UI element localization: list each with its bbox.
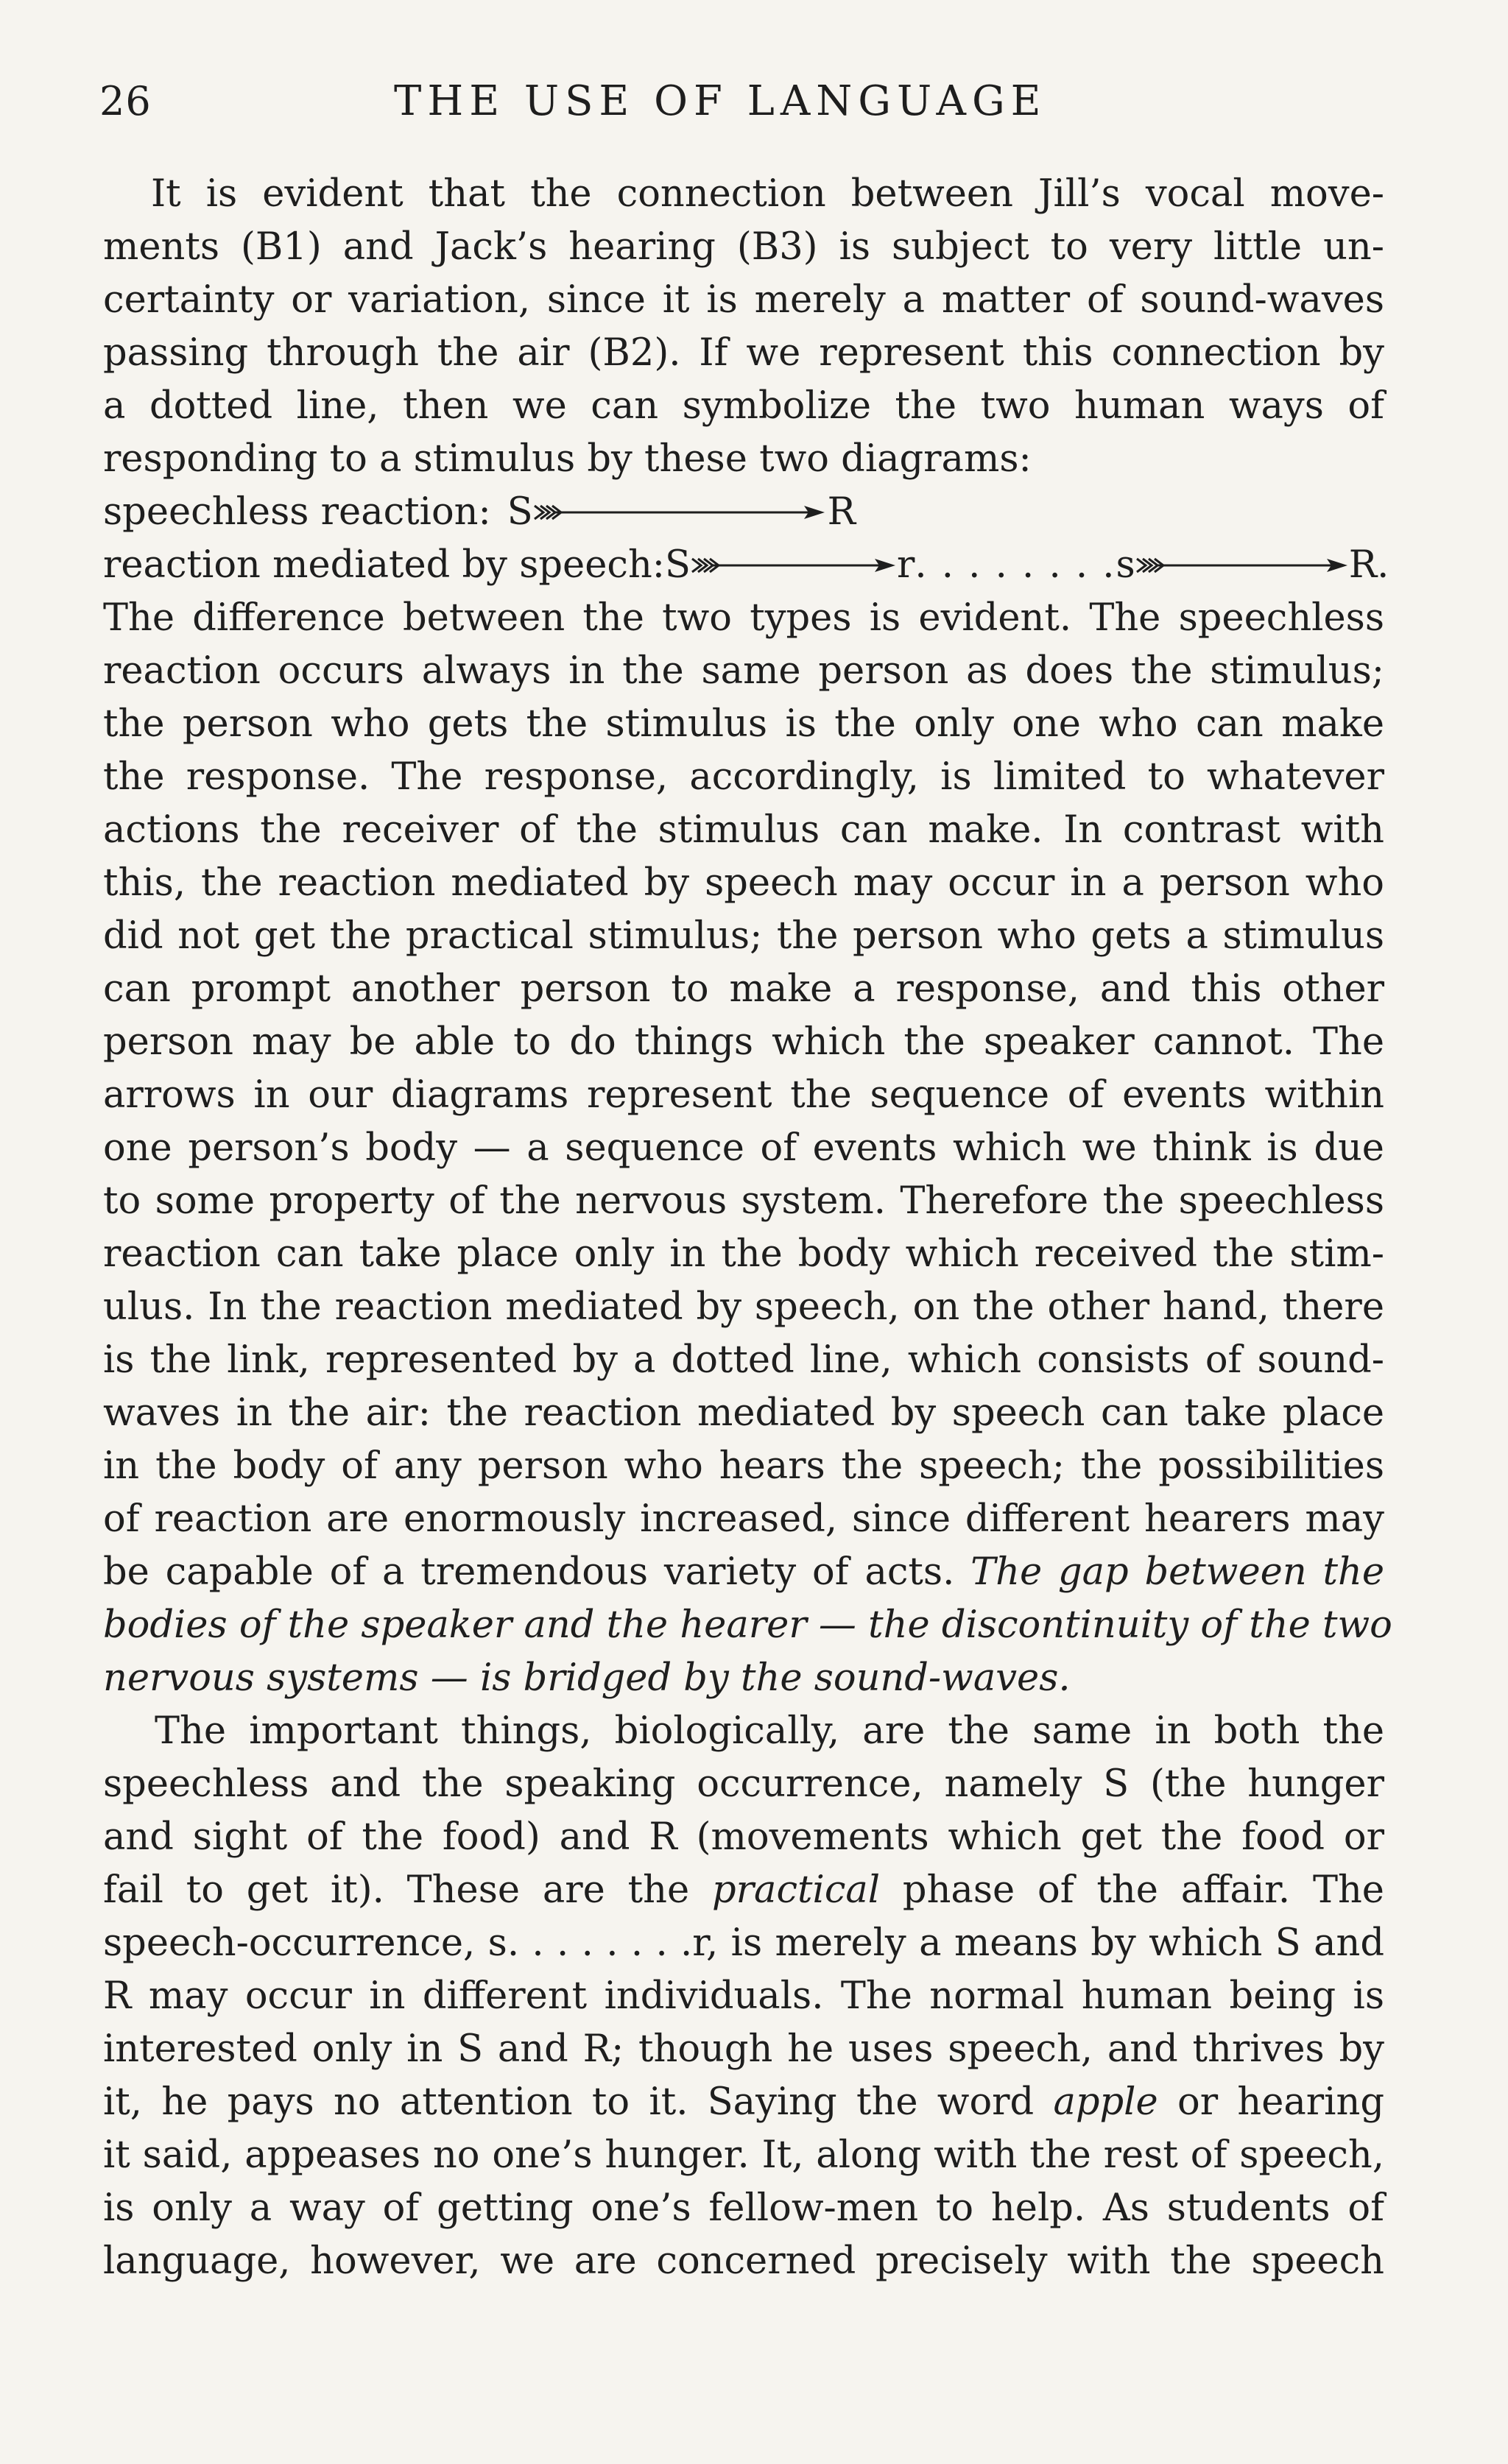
- paragraph-line: of reaction are enormously increased, since different hearers may: [103, 1497, 1384, 1541]
- emphasis-line: nervous systems — is bridged by the sound-waves.: [103, 1656, 1071, 1700]
- response-R: R.: [1348, 543, 1389, 587]
- paragraph-line: it said, appeases no one’s hunger. It, along with the rest of speech,: [103, 2133, 1384, 2177]
- paragraph-line: interested only in S and R; though he uses speech, and thrives by: [103, 2027, 1384, 2071]
- paragraph-line: in the body of any person who hears the speech; the possibilities: [103, 1444, 1384, 1488]
- paragraph-line: person may be able to do things which the speaker cannot. The: [103, 1020, 1384, 1064]
- line-text: fail to get it). These are the: [103, 1868, 713, 1912]
- speechless-reaction-diagram: [103, 486, 1384, 539]
- paragraph-line: can prompt another person to make a response, and this other: [103, 967, 1384, 1011]
- stimulus-S: S: [664, 543, 691, 587]
- paragraph-line: waves in the air: the reaction mediated by speech can take place: [103, 1391, 1384, 1435]
- paragraph-line: [103, 2076, 1384, 2129]
- paragraph-line: responding to a stimulus by these two diagrams:: [103, 437, 1032, 481]
- paragraph-line: [103, 1864, 1384, 1917]
- mediated-label: reaction mediated by speech:: [103, 543, 665, 587]
- line-text: or hearing: [1158, 2080, 1384, 2124]
- line-text: r, is merely a means by which S and: [692, 1921, 1384, 1965]
- long-arrow-icon: [1135, 554, 1349, 576]
- paragraph-line: The difference between the two types is evident. The speechless: [103, 596, 1384, 640]
- line-text: phase of the affair. The: [880, 1868, 1384, 1912]
- paragraph-line: arrows in our diagrams represent the sequence of events within: [103, 1073, 1384, 1117]
- emphasis-text: The gap between the: [970, 1550, 1384, 1594]
- paragraph-line: reaction can take place only in the body which received the stim-: [103, 1232, 1384, 1276]
- speech-stimulus-s: s: [1116, 543, 1135, 587]
- stimulus-S: S: [507, 490, 533, 534]
- paragraph-line: language, however, we are concerned precisely with the speech: [103, 2239, 1384, 2283]
- paragraph-line: a dotted line, then we can symbolize the two human ways of: [103, 384, 1384, 428]
- response-R: R: [827, 490, 856, 534]
- paragraph-line: The important things, biologically, are the same in both the: [155, 1709, 1384, 1753]
- line-text: speech-occurrence, s: [103, 1921, 507, 1965]
- paragraph-line: passing through the air (B2). If we represent this connection by: [103, 331, 1384, 375]
- paragraph-line: certainty or variation, since it is merely a matter of sound-waves: [103, 278, 1384, 322]
- speech-response-r: r: [896, 543, 915, 587]
- paragraph-line: It is evident that the connection between Jill’s vocal move-: [151, 172, 1384, 216]
- paragraph-line: [103, 1546, 1384, 1599]
- paragraph-line: and sight of the food) and R (movements which get the food or: [103, 1815, 1384, 1859]
- paragraph-line: ulus. In the reaction mediated by speech, on the other hand, there: [103, 1285, 1384, 1329]
- paragraph-line: [103, 1917, 1384, 1970]
- line-text: be capable of a tremendous variety of acts.: [103, 1550, 971, 1594]
- paragraph-line: to some property of the nervous system. Therefore the speechless: [103, 1179, 1384, 1223]
- long-arrow-icon: [533, 501, 828, 523]
- paragraph-line: is only a way of getting one’s fellow-men to help. As students of: [103, 2186, 1384, 2230]
- speechless-label: speechless reaction:: [103, 490, 491, 534]
- line-text: it, he pays no attention to it. Saying the word: [103, 2080, 1054, 2124]
- paragraph-line: this, the reaction mediated by speech may occur in a person who: [103, 861, 1384, 905]
- paragraph-line: reaction occurs always in the same person as does the stimulus;: [103, 649, 1384, 693]
- paragraph-line: is the link, represented by a dotted line, which consists of sound-: [103, 1338, 1384, 1382]
- dotted-link: . . . . . . . .: [507, 1921, 693, 1965]
- long-arrow-icon: [691, 554, 897, 576]
- paragraph-line: did not get the practical stimulus; the person who gets a stimulus: [103, 914, 1384, 958]
- emphasis-text: practical: [712, 1868, 881, 1912]
- paragraph-line: the person who gets the stimulus is the only one who can make: [103, 702, 1384, 746]
- body-text: [103, 168, 1392, 2288]
- dotted-link: . . . . . . . .: [915, 543, 1116, 587]
- page-number: 26: [99, 78, 152, 124]
- paragraph-line: speechless and the speaking occurrence, namely S (the hunger: [103, 1762, 1384, 1806]
- paragraph-line: ments (B1) and Jack’s hearing (B3) is subject to very little un-: [103, 225, 1384, 269]
- paragraph-line: actions the receiver of the stimulus can make. In contrast with: [103, 808, 1384, 852]
- paragraph-line: R may occur in different individuals. The normal human being is: [103, 1974, 1384, 2018]
- emphasis-text: apple: [1053, 2080, 1158, 2124]
- running-head: THE USE OF LANGUAGE: [394, 77, 1047, 125]
- emphasis-line: bodies of the speaker and the hearer — the discontinuity of the two: [103, 1603, 1392, 1647]
- paragraph-line: one person’s body — a sequence of events which we think is due: [103, 1126, 1384, 1170]
- paragraph-line: the response. The response, accordingly, is limited to whatever: [103, 755, 1384, 799]
- page-header: [99, 72, 1384, 131]
- mediated-reaction-diagram: [103, 539, 1389, 592]
